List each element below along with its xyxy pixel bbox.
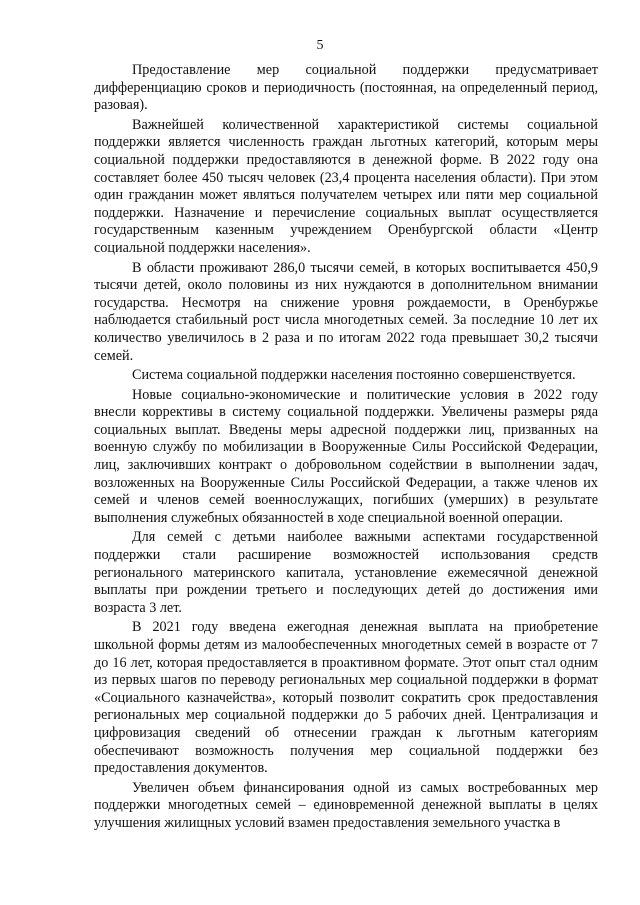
- paragraph-8: Увеличен объем финансирования одной из самых востребованных мер поддержки многодетных семей – единовременной денежной выплаты в целях улучшения жилищных условий взамен предоставления земельного участка в: [94, 779, 598, 831]
- paragraph-7: В 2021 году введена ежегодная денежная выплата на приобретение школьной формы детям из малообеспеченных многодетных семей в возрасте от 7 до 16 лет, которая предоставляется в проактивном формате. Этот опыт стал одним из первых шагов по переводу региональных мер социальной поддержки в формат «Социального казначейства», который позволит сократить срок предоставления региональных мер социальной поддержки до 5 рабочих дней. Централизация и цифровизация сведений об отнесении граждан к льготным категориям обеспечивают возможность получения мер социальной поддержки без предоставления документов.: [94, 619, 598, 777]
- document-body: [94, 62, 598, 835]
- paragraph-2: Важнейшей количественной характеристикой системы социальной поддержки является численность граждан льготных категорий, которым меры социальной поддержки предоставляются в денежной форме. В 2022 году она составляет более 450 тысяч человек (23,4 процента населения области). При этом один гражданин может являться получателем четырех или пяти мер социальной поддержки. Назначение и перечисление социальных выплат осуществляется государственным казенным учреждением Оренбургской области «Центр социальной поддержки населения».: [94, 116, 598, 256]
- paragraph-3: В области проживают 286,0 тысячи семей, в которых воспитывается 450,9 тысячи детей, около половины из них нуждаются в дополнительном внимании государства. Несмотря на снижение уровня рождаемости, в Оренбуржье наблюдается стабильный рост числа многодетных семей. За последние 10 лет их количество увеличилось в 2 раза и по итогам 2022 года превышает 30,2 тысячи семей.: [94, 259, 598, 364]
- page-number: 5: [316, 38, 324, 53]
- paragraph-6: Для семей с детьми наиболее важными аспектами государственной поддержки стали расширение возможностей использования средств регионального материнского капитала, установление ежемесячной денежной выплаты при рождении третьего и последующих детей до достижения ими возраста 3 лет.: [94, 529, 598, 616]
- paragraph-4: Система социальной поддержки населения постоянно совершенствуется.: [132, 367, 576, 384]
- paragraph-1: Предоставление мер социальной поддержки предусматривает дифференциацию сроков и периодичность (постоянная, на определенный период, разовая).: [94, 62, 598, 114]
- paragraph-5: Новые социально-экономические и политические условия в 2022 году внесли коррективы в систему социальной поддержки. Увеличены размеры ряда социальных выплат. Введены меры адресной поддержки лиц, призванных на военную службу по мобилизации в Вооруженные Силы Российской Федерации, лиц, заключивших контракт о добровольном содействии в выполнении задач, возложенных на Вооруженные Силы Российской Федерации, а также членов их семей и членов семей военнослужащих, погибших (умерших) в результате выполнения служебных обязанностей в ходе специальной военной операции.: [94, 386, 598, 526]
